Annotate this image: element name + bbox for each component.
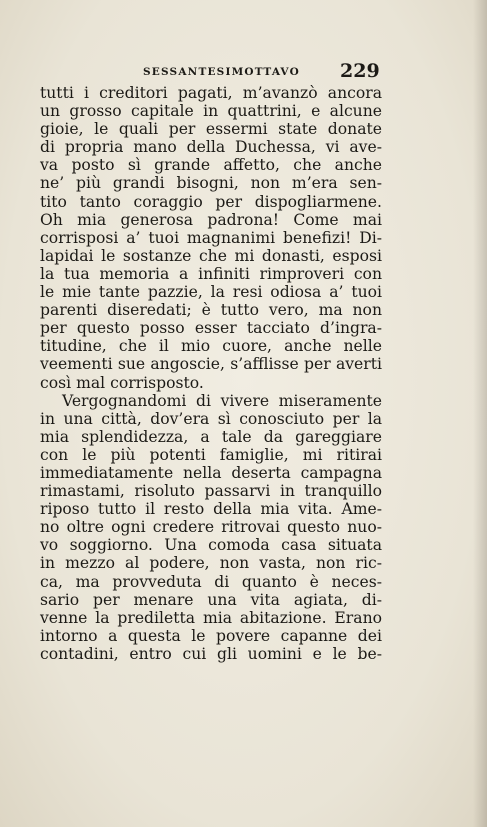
text-line: tito tanto coraggio per dispogliarmene. <box>40 192 382 211</box>
text-line: ca, ma provveduta di quanto è neces- <box>40 572 382 591</box>
paragraph-first-line: Vergognandomi di vivere miseramente <box>62 391 382 410</box>
text-line: mia splendidezza, a tale da gareggiare <box>40 427 382 446</box>
text-line: parenti diseredati; è tutto vero, ma non <box>40 301 382 320</box>
text-line: Oh mia generosa padrona! Come mai <box>40 210 382 229</box>
text-line: lapidai le sostanze che mi donasti, esposi <box>40 246 382 265</box>
text-line: un grosso capitale in quattrini, e alcune <box>40 102 382 121</box>
text-line: le mie tante pazzie, la resi odiosa a’ tuoi <box>40 283 382 302</box>
text-line: no oltre ogni credere ritrovai questo nuo- <box>40 518 382 537</box>
page-number: 229 <box>340 60 380 82</box>
text-line: per questo posso esser tacciato d’ingra- <box>40 319 382 338</box>
text-line: rimastami, risoluto passarvi in tranquillo <box>40 482 382 501</box>
text-line: così mal corrisposto. <box>40 373 204 392</box>
running-head: SESSANTESIMOTTAVO <box>143 66 300 78</box>
text-line: immediatamente nella deserta campagna <box>40 463 382 482</box>
page-edge-shadow <box>473 0 487 827</box>
text-line: riposo tutto il resto della mia vita. Ame- <box>40 500 382 519</box>
text-line: venne la prediletta mia abitazione. Erano <box>40 608 382 627</box>
text-line: in una città, dov’era sì conosciuto per la <box>40 409 382 428</box>
text-line: vo soggiorno. Una comoda casa situata <box>40 536 382 555</box>
text-line: intorno a questa le povere capanne dei <box>40 626 382 645</box>
text-line: ne’ più grandi bisogni, non m’era sen- <box>40 174 382 193</box>
text-line: corrisposi a’ tuoi magnanimi benefizi! Di- <box>40 228 382 247</box>
text-line: tutti i creditori pagati, m’avanzò ancora <box>40 84 382 102</box>
text-line: con le più potenti famiglie, mi ritirai <box>40 445 382 464</box>
text-line: di propria mano della Duchessa, vi ave- <box>40 138 382 157</box>
text-line: contadini, entro cui gli uomini e le be- <box>40 644 382 663</box>
text-line: sario per menare una vita agiata, di- <box>40 590 382 609</box>
text-line: gioie, le quali per essermi state donate <box>40 120 382 139</box>
text-line: titudine, che il mio cuore, anche nelle <box>40 337 382 356</box>
text-line: la tua memoria a infiniti rimproveri con <box>40 264 382 283</box>
text-line: in mezzo al podere, non vasta, non ric- <box>40 554 382 573</box>
body-text <box>40 84 382 663</box>
text-line: veementi sue angoscie, s’afflisse per averti <box>40 355 382 374</box>
text-line: va posto sì grande affetto, che anche <box>40 156 382 175</box>
